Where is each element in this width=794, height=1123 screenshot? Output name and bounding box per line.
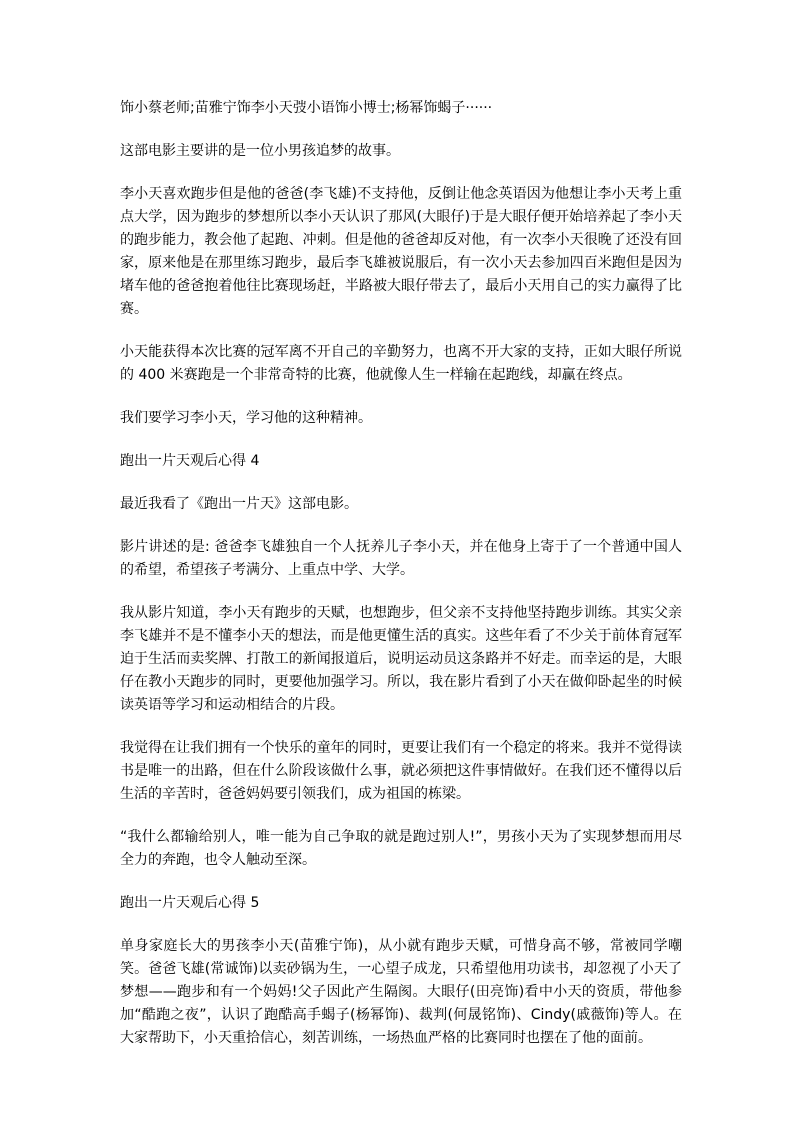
section4-story-paragraph: 影片讲述的是: 爸爸李飞雄独自一个人抚养儿子李小天，并在他身上寄于了一个普通中国人的希望，希望孩子考满分、上重点中学、大学。 <box>120 539 682 578</box>
plot-paragraph: 李小天喜欢跑步但是他的爸爸(李飞雄)不支持他，反倒让他念英语因为他想让李小天考上重点大学，因为跑步的梦想所以李小天认识了那风(大眼仔)于是大眼仔便开始培养起了李小天的跑步能力，教会他了起跑、冲刺。但是他的爸爸却反对他，有一次李小天很晚了还没有回家，原来他是在那里练习跑步，最后李飞雄被说服后，有一次小天去参加四百米跑但是因为堵车他的爸爸抱着他往比赛现场赶，半路被大眼仔带去了，最后小天用自己的实力赢得了比赛。 <box>120 186 682 317</box>
section-heading-5: 跑出一片天观后心得 5 <box>120 895 260 911</box>
section-heading-4: 跑出一片天观后心得 4 <box>120 453 260 469</box>
section5-story-paragraph: 单身家庭长大的男孩李小天(苗雅宁饰)，从小就有跑步天赋，可惜身高不够，常被同学嘲笑。爸爸飞雄(常诚饰)以卖砂锅为生，一心望子成龙，只希望他用功读书，却忽视了小天了梦想——跑步和有一个妈妈!父子因此产生隔阂。大眼仔(田亮饰)看中小天的资质，带他参加“酷跑之夜”，认识了跑酷高手蝎子(杨幂饰)、裁判(何晟铭饰)、Cindy(戚薇饰)等人。在大家帮助下，小天重拾信心，刻苦训练，一场热血严格的比赛同时也摆在了他的面前。 <box>120 938 682 1046</box>
lesson-paragraph: 我们要学习李小天，学习他的这种精神。 <box>120 410 372 426</box>
section4-intro-paragraph: 最近我看了《跑出一片天》这部电影。 <box>120 496 358 512</box>
cast-list-paragraph: 饰小蔡老师;苗雅宁饰李小天弢小语饰小博士;杨幂饰蝎子······ <box>120 100 493 116</box>
section4-opinion-paragraph: 我觉得在让我们拥有一个快乐的童年的同时，更要让我们有一个稳定的将来。我并不觉得读书是唯一的出路，但在什么阶段该做什么事，就必须把这件事情做好。在我们还不懂得以后生活的辛苦时，爸爸妈妈要引领我们，成为祖国的栋梁。 <box>120 740 682 802</box>
section4-quote-paragraph: “我什么都输给别人，唯一能为自己争取的就是跑过别人!”，男孩小天为了实现梦想而用尽全力的奔跑，也令人触动至深。 <box>120 829 682 868</box>
section4-analysis-paragraph: 我从影片知道，李小天有跑步的天赋，也想跑步，但父亲不支持他坚持跑步训练。其实父亲李飞雄并不是不懂李小天的想法，而是他更懂生活的真实。这些年看了不少关于前体育冠军迫于生活而卖奖牌、打散工的新闻报道后，说明运动员这条路并不好走。而幸运的是，大眼仔在教小天跑步的同时，更要他加强学习。所以，我在影片看到了小天在做仰卧起坐的时候读英语等学习和运动相结合的片段。 <box>120 605 682 713</box>
reflection-paragraph: 小天能获得本次比赛的冠军离不开自己的辛勤努力，也离不开大家的支持，正如大眼仔所说的 400 米赛跑是一个非常奇特的比赛，他就像人生一样输在起跑线，却赢在终点。 <box>120 344 682 383</box>
summary-intro-paragraph: 这部电影主要讲的是一位小男孩追梦的故事。 <box>120 143 400 159</box>
document-body <box>120 97 682 1070</box>
